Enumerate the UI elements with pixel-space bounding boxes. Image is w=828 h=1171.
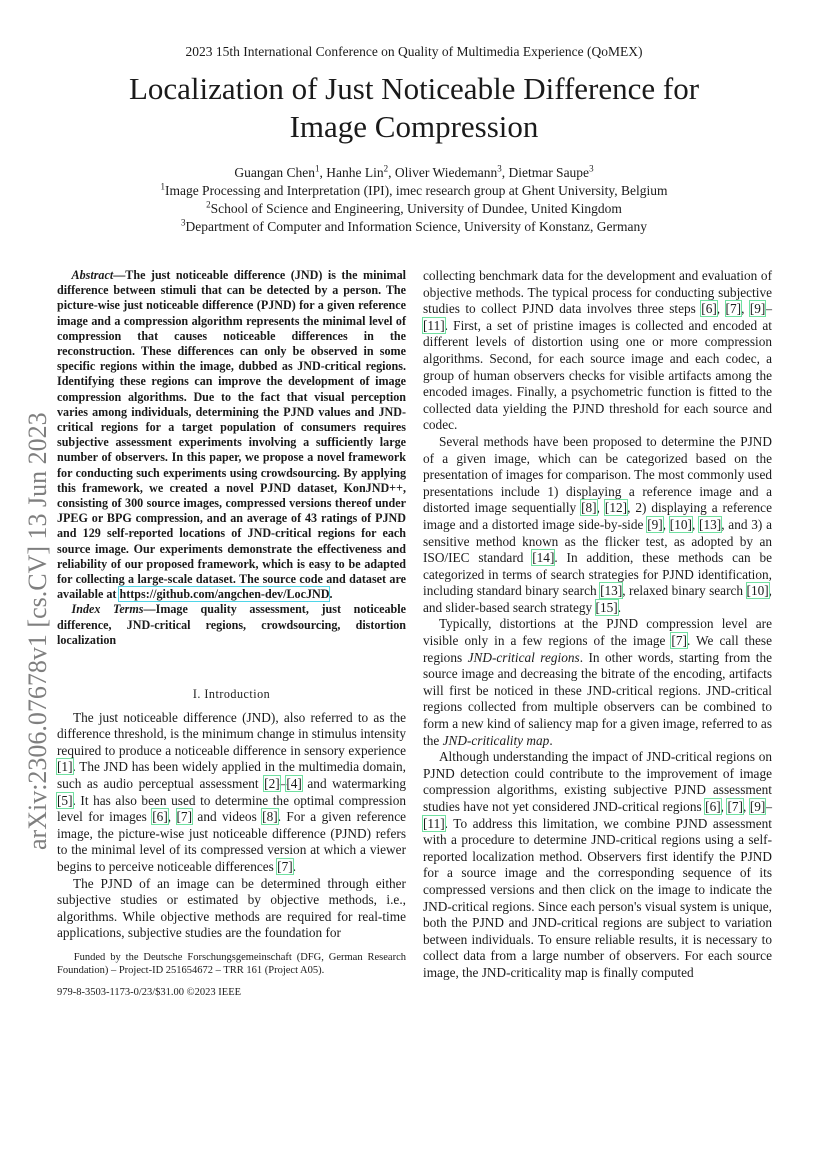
emphasized-term: JND-criticality map [442,732,550,748]
text-run: and watermarking [301,776,406,792]
author-name: Oliver Wiedemann [394,165,498,180]
text-run: , 2) displaying a reference image and a distorted image side-by-side [423,500,772,532]
text-run: . In addition, these methods can be categorized in terms of search strategies for PJND identification, including standard binary search [423,550,772,599]
author-block [0,164,828,236]
citation-link[interactable]: [9] [647,516,663,532]
affiliation-text: School of Science and Engineering, University of Dundee, United Kingdom [210,201,622,216]
text-run: and videos [192,809,263,825]
citation-link[interactable]: [9] [749,301,766,317]
citation-link[interactable]: [10] [746,583,769,599]
citation-link[interactable]: [13] [699,516,722,532]
abstract-lead: Abstract [71,268,114,282]
citation-link[interactable]: [8] [581,500,597,516]
text-run: . [617,599,622,615]
citation-link[interactable]: [7] [727,799,743,814]
section-heading: I. Introduction [192,687,271,702]
title-line-1: Localization of Just Noticeable Difference for [128,71,700,106]
paragraph-intro-2: The PJND of an image can be determined through either subjective studies or estimated by objective methods, i.e., algorithms. While objective methods are required for real-time applications, subjective studies are the foundation for [57,875,406,941]
author-names [0,164,828,182]
affiliation-sup: 2 [206,199,211,210]
affiliation-sup: 1 [160,181,165,192]
emphasized-term: JND-critical regions [467,649,580,665]
citation-link[interactable]: [2] [264,776,280,792]
citation-link[interactable]: [11] [423,317,445,333]
citation-link[interactable]: [7] [277,859,293,875]
funding-footnote: Funded by the Deutsche Forschungsgemeinschaft (DFG, German Research Foundation) – Project-ID 251654672 – TRR 161 (Project A05). [57,952,406,976]
author-sup: 3 [589,163,594,174]
paragraph-intro-1 [57,710,406,876]
citation-link[interactable]: [7] [725,301,742,317]
citation-link[interactable]: [1] [57,759,73,775]
index-terms-text: —Image quality assessment, just noticeable difference, JND-critical regions, crowdsourcing, distortion localization [57,602,406,647]
citation-link[interactable]: [6] [152,809,168,825]
code-link[interactable]: https://github.com/angchen-dev/LocJND [119,587,330,602]
text-run: . [549,732,553,748]
index-terms [57,602,406,648]
author-name: Guangan Chen [234,165,316,180]
conference-header: 2023 15th International Conference on Quality of Multimedia Experience (QoMEX) [185,44,643,59]
text-run: , and slider-based search strategy [423,583,772,615]
author-separator: , [388,165,395,180]
citation-link[interactable]: [12] [604,500,628,516]
citation-link[interactable]: [14] [532,550,555,566]
affiliation-sup: 3 [181,217,186,228]
text-run: . In other words, starting from the source image and decreasing the bitrate of the encoding, artifacts will first be noticed in these JND-critical regions. JND-critical regions collected from multiple observers can be combined to form a new kind of saliency map for a given image, referred to as the [423,649,772,748]
affiliation [0,218,828,236]
text-run: , [596,500,605,516]
paragraph-intro-4 [423,434,772,617]
text-run: , [720,799,728,814]
paper-title [60,70,768,146]
citation-link[interactable]: [13] [600,583,623,599]
citation-link[interactable]: [7] [176,809,193,825]
paragraph-intro-3 [423,268,772,434]
text-run: . We call these regions [423,633,772,665]
arxiv-identifier[interactable]: arXiv:2306.07678v1 [cs.CV] 13 Jun 2023 [23,412,52,850]
text-run: . First, a set of pristine images is collected and encoded at different levels of distortion using one or more compression algorithms. Second, for each source image and each codec, a group of human observers checks for visible artifacts among the encoded images. Finally, a psychometric function is fitted to the collected data yielding the PJND threshold for each source and codec. [423,317,772,433]
title-line-2: Image Compression [289,109,539,144]
abstract-text: —The just noticeable difference (JND) is the minimal difference between stimuli that can be detected by a person. The picture-wise just noticeable difference (PJND) for a given reference image and a compression algorithm represents the minimal level of compression that causes noticeable differences in the reconstruction. These differences can only be observed in some specific regions within the image, dubbed as JND-critical regions. Identifying these regions can improve the development of image compression algorithms. Due to the fact that visual perception varies among individuals, determining the PJND values and JND-critical regions for a target population of consumers requires subjective assessment experiments involving a sufficiently large number of observers. In this paper, we propose a novel framework for conducting such experiments using crowdsourcing. By applying this framework, we created a novel PJND dataset, KonJND++, consisting of 300 source images, compressed versions thereof under JPEG or BPG compression, and an average of 43 ratings of PJND and 129 self-reported locations of JND-critical regions for each source image. Our experiments demonstrate the effectiveness and reliability of our proposed framework, which is easy to be adapted for collecting a large-scale dataset. The source code and dataset are available at [57,268,406,602]
text-run: The just noticeable difference (JND), also referred to as the difference threshold, is the minimum change in stimulus intensity required to produce a noticeable difference in sensory experience [57,709,406,758]
citation-link[interactable]: [11] [423,815,445,831]
text-run: . For a given reference image, the picture-wise just noticeable difference (PJND) refers to the minimal level of its compressed version at which a viewer begins to perceive noticeable differences [57,809,407,875]
text-run: Typically, distortions at the PJND compression level are visible only in a few regions of the image [423,616,772,649]
citation-link[interactable]: [9] [749,799,766,814]
text-run: . It has also been used to determine the optimal compression level for images [57,792,406,825]
abstract-end: . [329,587,333,602]
copyright-notice: 979-8-3503-1173-0/23/$31.00 ©2023 IEEE [57,987,242,998]
citation-link[interactable]: [10] [669,516,692,532]
text-run: . To address this limitation, we combine PJND assessment with a procedure to determine JND-critical regions using a self-reported localization method. Observers first identify the PJND for a source image and the corresponding sequence of its compressed versions and then click on the image to indicate the JND-critical regions. Since each person's visual system is unique, both the PJND and JND-critical regions are subject to variation between individuals. To ensure reliable results, it is necessary to collect data from a large number of observers. For each source image, the JND-criticality map is finally computed [423,815,772,980]
text-run: , [743,799,750,814]
author-sup: 3 [497,163,502,174]
paragraph-intro-5 [423,616,772,749]
affiliation-text: Image Processing and Interpretation (IPI), imec research group at Ghent University, Belgium [164,183,668,198]
text-run: , relaxed binary search [622,583,747,599]
author-name: Dietmar Saupe [508,165,590,180]
citation-link[interactable]: [7] [671,633,687,649]
index-terms-lead: Index Terms [71,602,144,617]
citation-link[interactable]: [8] [262,809,278,825]
text-run: – [279,776,287,792]
citation-link[interactable]: [6] [705,799,721,814]
text-run: – [765,301,772,317]
citation-link[interactable]: [6] [701,301,717,317]
citation-link[interactable]: [5] [57,792,73,808]
affiliation [0,182,828,200]
author-separator: , [501,165,509,180]
text-run: , [741,301,750,317]
text-run: Although understanding the impact of JND-critical regions on PJND detection could contribute to the improvement of image compression algorithms, existing subjective PJND assessment studies have not yet considered JND-critical regions [423,749,772,814]
text-run: . [292,859,297,875]
author-sup: 1 [315,163,320,174]
text-run: , [167,809,177,825]
left-column [57,268,406,942]
abstract [57,268,406,602]
author-separator: , [319,165,327,180]
citation-link[interactable]: [15] [595,599,618,615]
paragraph-intro-6 [423,749,772,981]
text-run: , [662,516,670,532]
affiliation-text: Department of Computer and Information Science, University of Konstanz, Germany [185,219,647,234]
right-column [423,268,772,982]
text-run: . The JND has been widely applied in the multimedia domain, such as audio perceptual assessment [57,759,406,792]
affiliation [0,200,828,218]
text-run: Several methods have been proposed to determine the PJND of a given image, which can be categorized based on the presentation of images for comparison. The most commonly used presentations include 1) displaying a reference image and a distorted image sequentially [423,433,772,516]
author-name: Hanhe Lin [326,165,384,180]
text-run: , and 3) a sensitive method known as the flicker test, as adopted by an ISO/IEC standard [423,516,772,566]
text-run: – [765,799,772,814]
text-run: collecting benchmark data for the development and evaluation of objective methods. The typical process for conducting subjective studies to collect PJND data involves three steps [423,268,772,317]
text-run: , [716,301,726,317]
author-sup: 2 [383,163,389,174]
text-run: , [691,516,700,532]
citation-link[interactable]: [4] [286,776,302,792]
